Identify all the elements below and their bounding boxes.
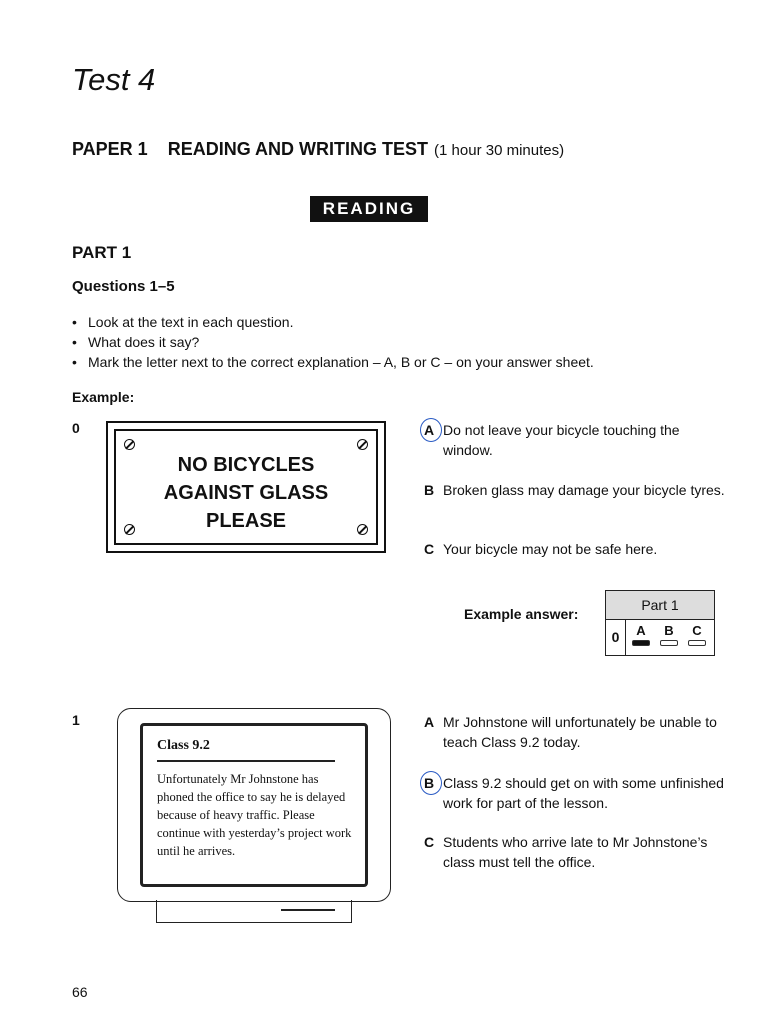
paper-label: PAPER 1 <box>72 139 148 159</box>
answer-box-title: Part 1 <box>606 591 714 620</box>
answer-col-a[interactable]: A <box>630 623 652 646</box>
instruction-item: • Look at the text in each question. <box>72 312 712 332</box>
section-badge: READING <box>310 196 428 222</box>
answer-col-b[interactable]: B <box>658 623 680 646</box>
answer-bubble <box>688 640 706 646</box>
notice-title: Class 9.2 <box>157 738 210 753</box>
example-answer-label: Example answer: <box>464 606 579 622</box>
test-title: Test 4 <box>72 62 156 97</box>
question-1-number: 1 <box>72 712 80 728</box>
example-number: 0 <box>72 420 80 436</box>
disk-slot-icon <box>281 909 335 911</box>
notice-divider <box>157 760 335 762</box>
sign-inner-border <box>114 429 378 545</box>
answer-col-c[interactable]: C <box>686 623 708 646</box>
screw-icon <box>124 439 135 450</box>
answer-bubble <box>660 640 678 646</box>
part-title: PART 1 <box>72 243 132 262</box>
monitor-illustration <box>117 708 391 902</box>
questions-title: Questions 1–5 <box>72 278 175 295</box>
screw-icon <box>357 439 368 450</box>
instruction-item: • Mark the letter next to the correct explanation – A, B or C – on your answer sheet. <box>72 352 712 372</box>
example-label: Example: <box>72 389 135 405</box>
answer-bubble-filled <box>632 640 650 646</box>
paper-duration: (1 hour 30 minutes) <box>434 142 565 159</box>
page-number: 66 <box>72 984 88 1000</box>
example-sign <box>106 421 386 553</box>
notice-body: Unfortunately Mr Johnstone has phoned the office to say he is delayed because of heavy traffic. Please continue with yesterday’s project work until he arrives. <box>157 772 352 858</box>
monitor-base <box>156 900 352 923</box>
answer-box-row-number: 0 <box>606 620 626 655</box>
paper-title: READING AND WRITING TEST <box>167 139 429 159</box>
sign-text: NO BICYCLES AGAINST GLASS PLEASE <box>163 454 329 532</box>
instruction-item: • What does it say? <box>72 332 712 352</box>
paper-heading <box>72 139 564 160</box>
monitor-screen <box>140 723 368 887</box>
example-answer-box <box>605 590 715 656</box>
instructions-list <box>72 312 712 372</box>
